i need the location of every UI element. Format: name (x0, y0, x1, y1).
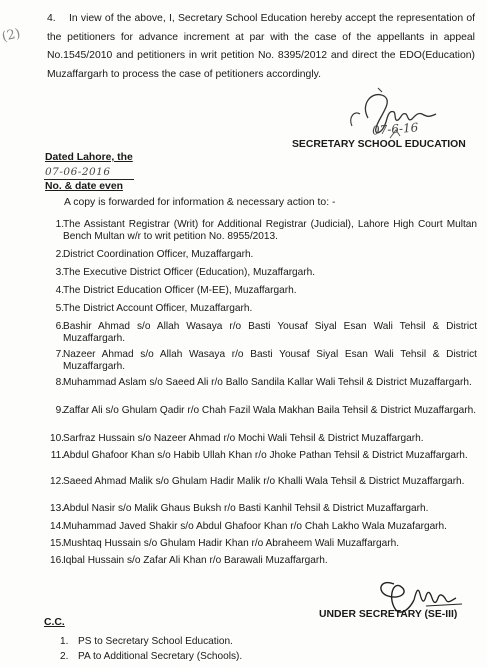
no-date-even: No. & date even (45, 181, 123, 192)
item-text: Mushtaq Hussain s/o Ghulam Hadir Khan r/o Abraheem Wali Muzaffargarh. (63, 538, 400, 549)
item-text: The Executive District Officer (Education), Muzaffargarh. (63, 267, 316, 278)
item-text: Zaffar Ali s/o Ghulam Qadir r/o Chah Fazil Wala Makhan Baila Tehsil & District Muzaffargarh. (63, 405, 477, 416)
list-item (60, 651, 242, 662)
forward-intro: A copy is forwarded for information & necessary action to: - (64, 197, 336, 208)
item-number: 13. (49, 503, 64, 514)
item-text: The District Account Officer, Muzaffargarh. (63, 303, 253, 314)
item-text: Sarfraz Hussain s/o Nazeer Ahmad r/o Mochi Wali Tehsil & District Muzaffargarh. (63, 433, 424, 444)
secretary-title: SECRETARY SCHOOL EDUCATION (292, 139, 466, 150)
under-secretary-title: UNDER SECRETARY (SE-III) (319, 609, 458, 620)
paragraph-text: In view of the above, I, Secretary School Education hereby accept the representation of the petitioners for advance increment at par with the case of the appellants in appeal No.1545/2010 and petitioners in writ petition No. 8395/2012 and direct the EDO(Education) Muzaffargarh to process the case of petitioners accordingly. (47, 13, 475, 80)
cc-number: 2. (60, 651, 69, 662)
item-text: Bashir Ahmad s/o Allah Wasaya r/o Basti Yousaf Siyal Esan Wali Tehsil & District Muzaffargarh. (63, 321, 477, 344)
item-number: 15. (49, 538, 64, 549)
item-number: 5. (55, 303, 64, 314)
item-number: 4. (55, 285, 64, 296)
cc-number: 1. (60, 636, 69, 647)
item-text: Muhammad Aslam s/o Saeed Ali r/o Ballo Sandila Kallar Wali Tehsil & District Muzaffargarh. (63, 377, 472, 388)
item-number: 8. (55, 377, 64, 388)
item-text: Saeed Ahmad Malik s/o Ghulam Hadir Malik r/o Khalli Wala Tehsil & District Muzaffargarh. (63, 476, 465, 487)
item-text: Nazeer Ahmad s/o Allah Wasaya r/o Basti Yousaf Siyal Esan Wali Tehsil & District Muzaffargarh. (63, 349, 477, 372)
signature-date: 07-6-16 (371, 120, 419, 138)
item-text: Abdul Nasir s/o Malik Ghaus Buksh r/o Basti Kanhil Tehsil & District Muzaffargarh. (63, 503, 429, 514)
cc-text: PS to Secretary School Education. (78, 636, 233, 647)
item-text: Abdul Ghafoor Khan s/o Habib Ullah Khan r/o Jhoke Pathan Tehsil & District Muzaffargarh. (63, 450, 468, 461)
item-text: The District Education Officer (M-EE), Muzaffargarh. (63, 285, 297, 296)
item-number: 14. (49, 521, 64, 532)
date-underline (44, 179, 134, 180)
secretary-signature (338, 84, 448, 146)
item-number: 10. (49, 433, 64, 444)
item-text: District Coordination Officer, Muzaffargarh. (63, 249, 254, 260)
item-number: 2. (55, 249, 64, 260)
item-number: 12. (49, 476, 64, 487)
item-text: The Assistant Registrar (Writ) for Additional Registrar (Judicial), Lahore High Court Multan Bench Multan w/r to writ petition No. 8955/2013. (63, 219, 477, 242)
item-number: 1. (55, 219, 64, 230)
item-number: 9. (55, 405, 64, 416)
item-text: Muhammad Javed Shakir s/o Abdul Ghafoor Khan r/o Chah Lakho Wala Muzafargarh. (63, 521, 447, 532)
cc-text: PA to Additional Secretary (Schools). (78, 651, 243, 662)
item-text: Iqbal Hussain s/o Zafar Ali Khan r/o Barawali Muzaffargarh. (63, 555, 328, 566)
dated-label: Dated Lahore, the (45, 152, 133, 163)
item-number: 11. (50, 450, 64, 461)
item-number: 6. (55, 321, 64, 332)
item-number: 3. (55, 267, 64, 278)
paragraph-4 (47, 10, 475, 84)
item-number: 7. (55, 349, 64, 360)
margin-mark: (2) (0, 26, 22, 45)
list-item (60, 636, 233, 647)
cc-label: C.C. (44, 617, 65, 628)
paragraph-number: 4. (47, 13, 56, 24)
dated-date: 07-06-2016 (45, 166, 111, 178)
item-number: 16. (49, 555, 64, 566)
